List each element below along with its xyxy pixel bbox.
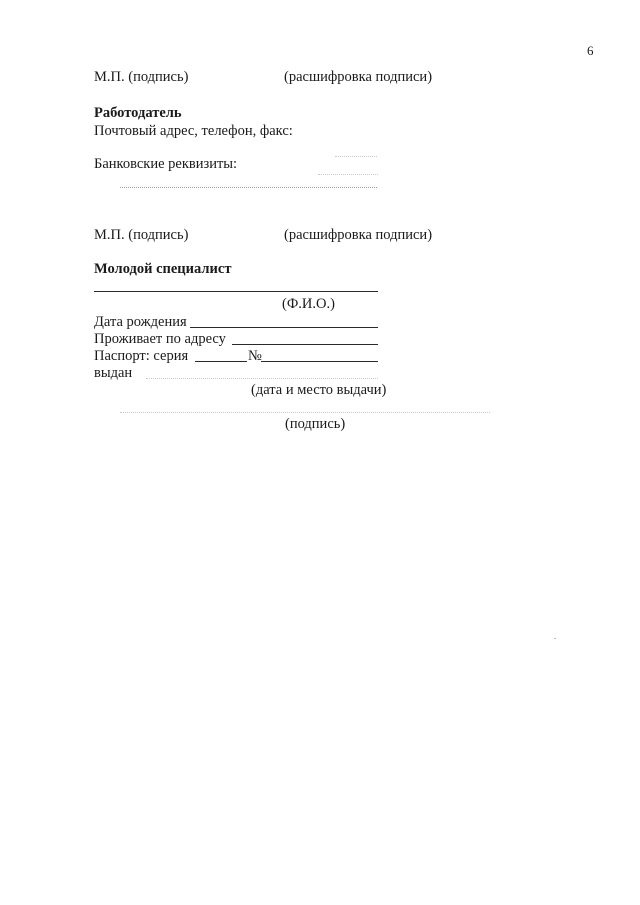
issue-caption: (дата и место выдачи) xyxy=(251,382,387,398)
top-mp-signature-label: М.П. (подпись) xyxy=(94,69,189,85)
issued-line xyxy=(146,378,378,379)
fio-caption: (Ф.И.О.) xyxy=(282,296,335,312)
birth-date-line xyxy=(190,327,378,328)
address-line xyxy=(232,344,378,345)
birth-date-label: Дата рождения xyxy=(94,314,187,330)
signature-line xyxy=(120,412,490,413)
bank-details-line xyxy=(120,187,377,188)
fio-line xyxy=(94,291,378,292)
passport-series-label: Паспорт: серия xyxy=(94,348,189,364)
top-signature-transcript-label: (расшифровка подписи) xyxy=(284,69,433,85)
passport-number-label: № xyxy=(248,348,262,364)
employer-postal-label: Почтовый адрес, телефон, факс: xyxy=(94,123,293,139)
page-number: 6 xyxy=(587,43,594,58)
passport-number-line xyxy=(261,361,378,362)
employer-heading: Работодатель xyxy=(94,105,182,121)
young-specialist-heading: Молодой специалист xyxy=(94,261,232,277)
employer-bank-label: Банковские реквизиты: xyxy=(94,156,238,172)
employer-signature-transcript-label: (расшифровка подписи) xyxy=(284,227,433,243)
signature-caption: (подпись) xyxy=(285,416,346,432)
faint-bank-line xyxy=(318,174,378,175)
scan-speck xyxy=(554,638,556,639)
faint-postal-line xyxy=(335,156,377,157)
passport-series-line xyxy=(195,361,247,362)
address-label: Проживает по адресу xyxy=(94,331,226,347)
issued-label: выдан xyxy=(94,365,133,381)
employer-mp-signature-label: М.П. (подпись) xyxy=(94,227,189,243)
